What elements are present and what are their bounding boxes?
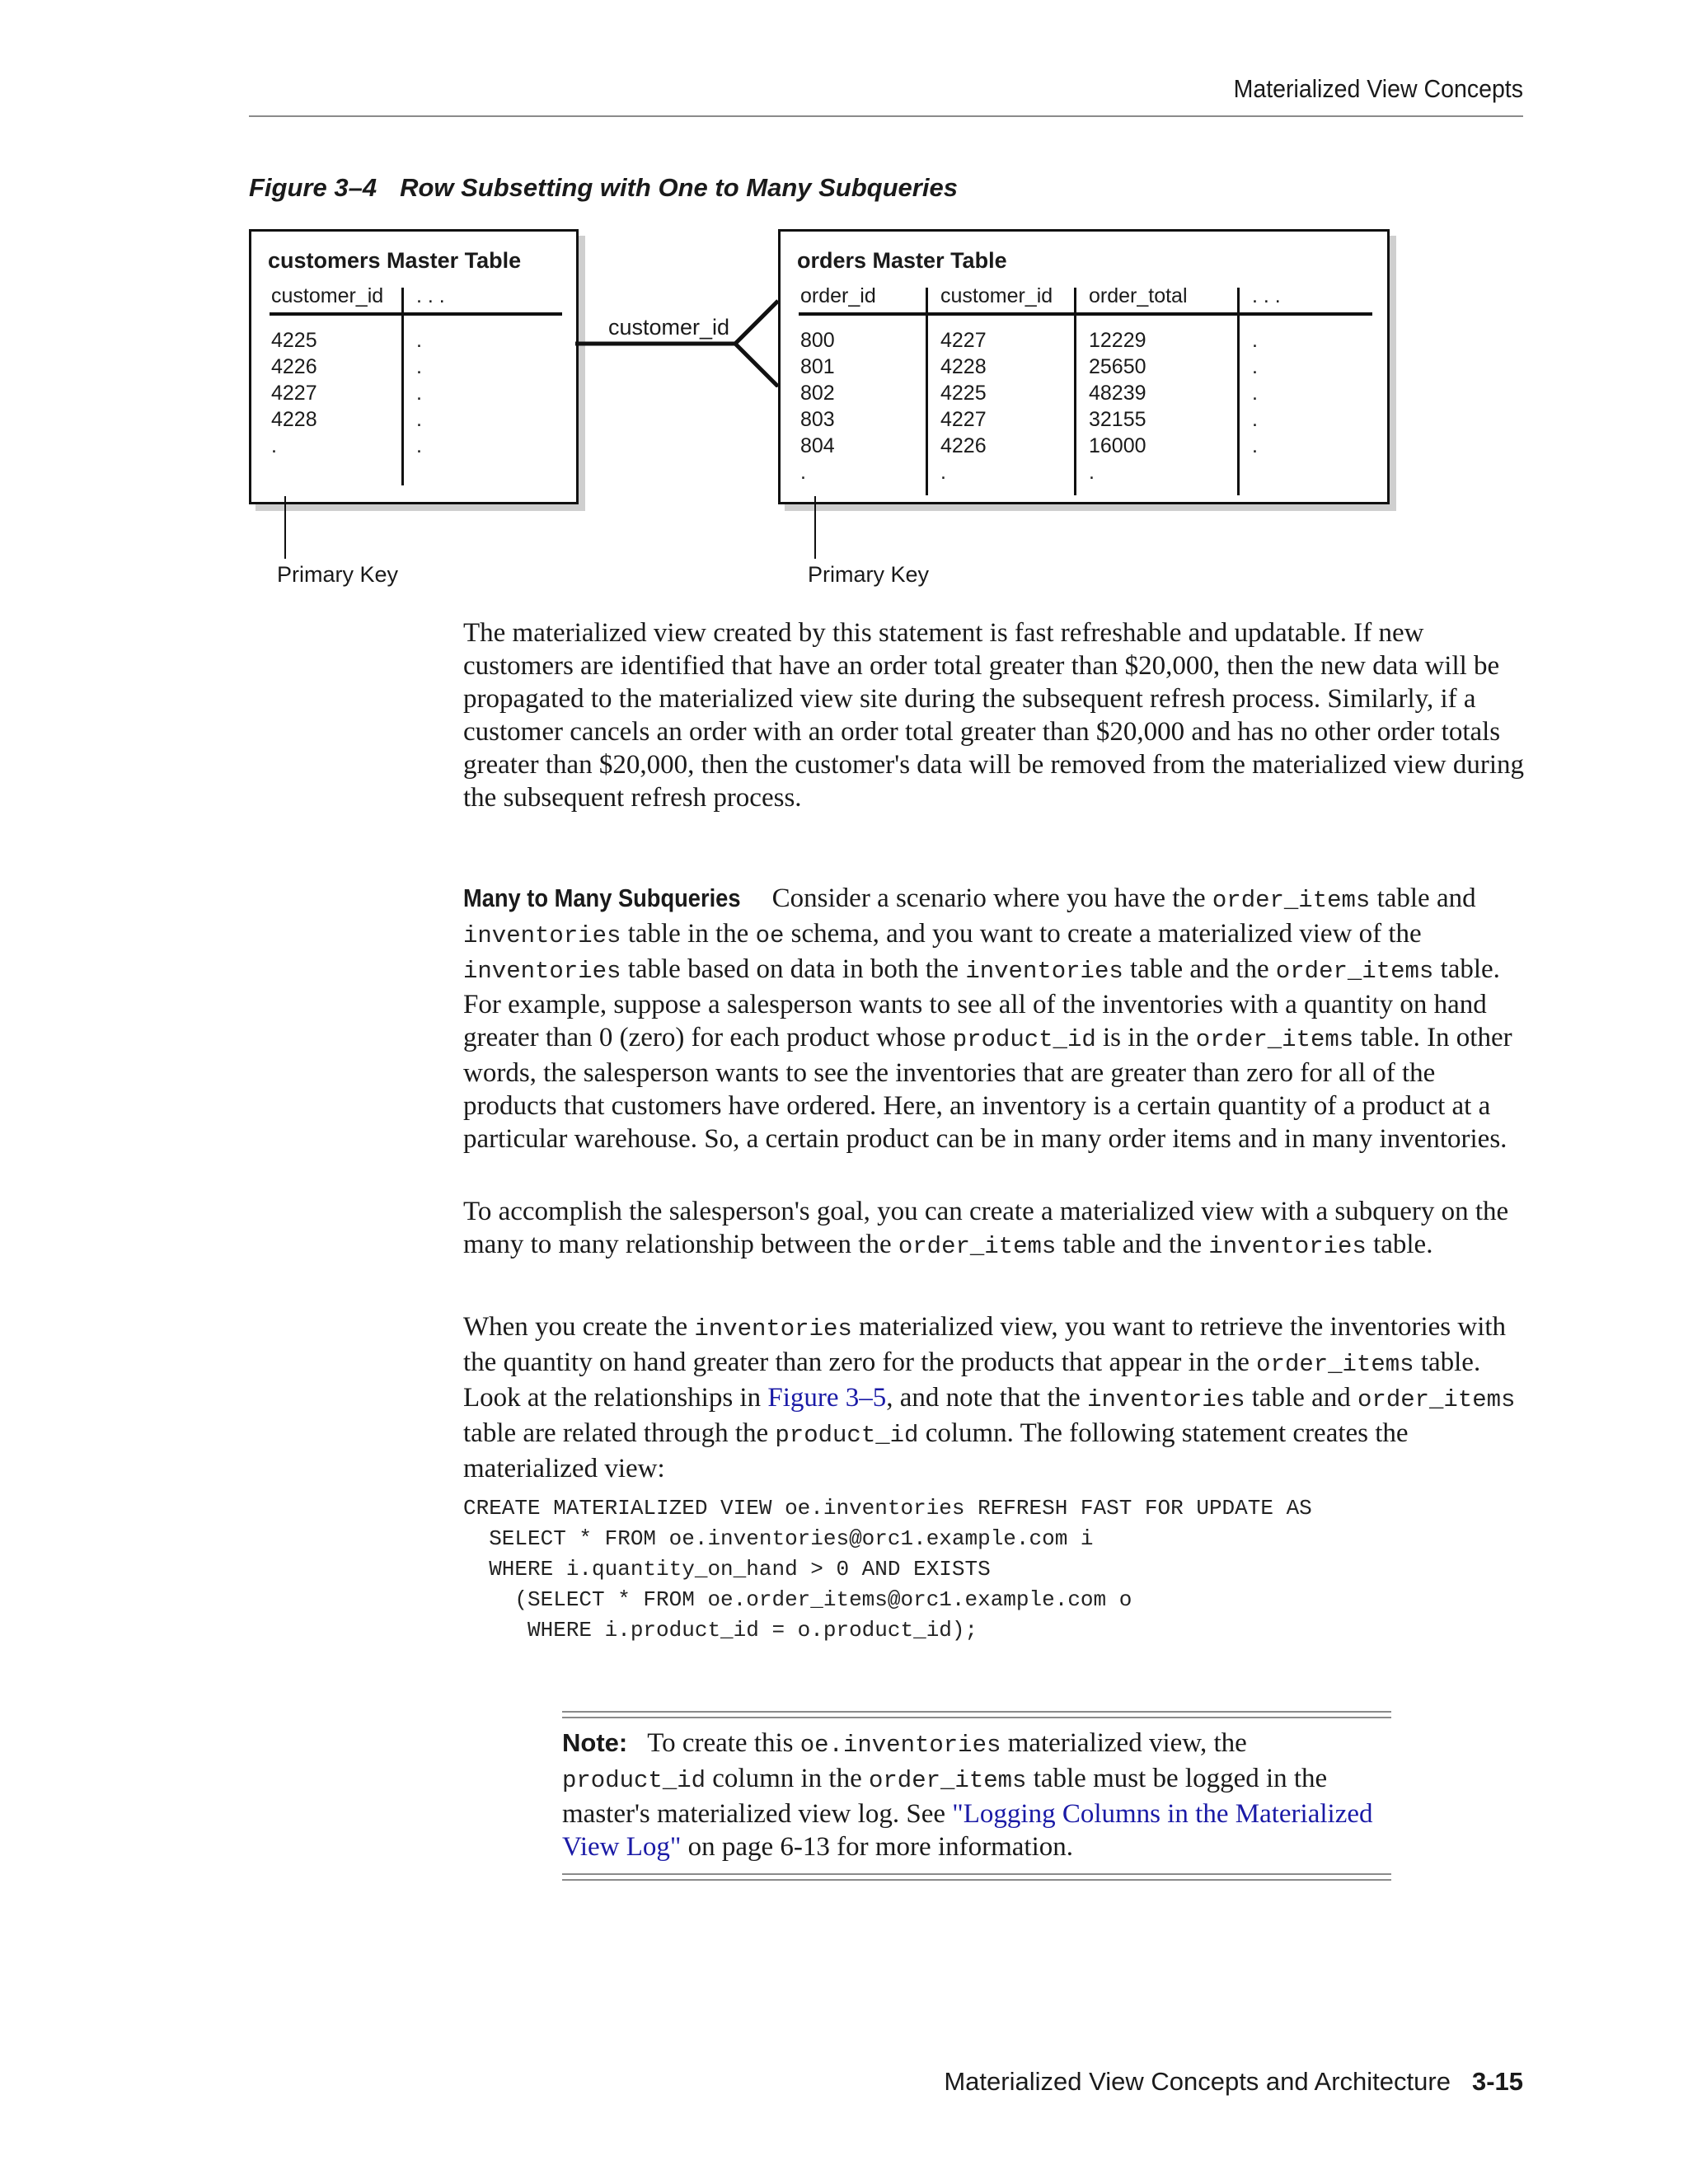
- table-row: 801: [800, 355, 835, 378]
- figure-diagram: [247, 223, 1401, 602]
- orders-order-id-values: [800, 327, 835, 485]
- table-row: .: [1252, 382, 1258, 405]
- paragraph-3: To accomplish the salesperson's goal, you can create a materialized view with a subquery on the many to many relationship between the order_items table and the inventories table.: [463, 1197, 1509, 1260]
- inline-code: product_id: [952, 1026, 1096, 1053]
- table-row: 48239: [1089, 382, 1146, 405]
- table-row: .: [800, 461, 806, 484]
- table-row: .: [1252, 329, 1258, 352]
- figure-3-5-link[interactable]: Figure 3–5: [767, 1383, 887, 1413]
- inline-code: inventories: [694, 1315, 852, 1343]
- inline-code: product_id: [562, 1767, 706, 1794]
- table-row: 4225: [940, 382, 987, 405]
- note-bottom-rule-2: [562, 1879, 1391, 1881]
- table-row: .: [416, 329, 422, 352]
- orders-header-rule: [799, 312, 1372, 316]
- customers-more-values: [416, 327, 422, 459]
- table-row: 4228: [271, 408, 317, 431]
- customers-table: [249, 229, 579, 504]
- primary-key-line-customers: [284, 496, 286, 559]
- inline-code: inventories: [463, 958, 621, 985]
- table-row: .: [1089, 461, 1095, 484]
- inline-code: order_items: [1212, 887, 1371, 914]
- orders-col-more: . . .: [1252, 284, 1281, 307]
- crows-foot-top: [735, 301, 778, 344]
- table-row: 4227: [940, 329, 987, 352]
- inline-code: order_items: [898, 1233, 1057, 1260]
- footer-title: Materialized View Concepts and Architecture: [944, 2067, 1451, 2096]
- inline-code: inventories: [463, 922, 621, 949]
- orders-more-values: [1252, 327, 1258, 459]
- header-rule: [249, 115, 1523, 117]
- run-in-heading: Many to Many Subqueries: [463, 883, 741, 912]
- page-footer: [944, 2067, 1523, 2097]
- table-row: 16000: [1089, 434, 1146, 457]
- note: Note: To create this oe.inventories materialized view, the product_id column in the order_items table must be logged in the master's materialized view log. See "Logging Columns in the Materialized View Log" on page 6-13 for more information.: [562, 1728, 1373, 1862]
- table-row: .: [1252, 408, 1258, 431]
- crows-foot-bottom: [735, 344, 778, 387]
- note-top-rule: [562, 1711, 1391, 1713]
- orders-order-total-values: [1089, 327, 1146, 485]
- customers-col-more: . . .: [416, 284, 445, 307]
- orders-col-order-id: order_id: [800, 284, 876, 307]
- table-row: 804: [800, 434, 835, 457]
- inline-code: product_id: [775, 1422, 919, 1449]
- figure-label: Figure 3–4: [249, 173, 377, 202]
- inline-code: oe.inventories: [799, 1732, 1001, 1759]
- orders-col-divider-3: [1237, 288, 1240, 495]
- primary-key-line-orders: [814, 496, 816, 559]
- table-row: .: [271, 434, 277, 457]
- orders-table: [778, 229, 1390, 504]
- inline-code: order_items: [1195, 1026, 1354, 1053]
- inline-code: order_items: [869, 1767, 1027, 1794]
- table-row: 4226: [940, 434, 987, 457]
- inline-code: oe: [755, 922, 785, 949]
- relationship-label: customer_id: [608, 315, 730, 340]
- table-row: 25650: [1089, 355, 1146, 378]
- table-row: .: [416, 408, 422, 431]
- paragraph-many-to-many: Many to Many Subqueries Consider a scenario where you have the order_items table and inventories table in the oe schema, and you want to create a materialized view of the inventories table based on data in both the inventories table and the order_items table. For example, suppose a salesperson wants to see all of the inventories with a quantity on hand greater than 0 (zero) for each product whose product_id is in the order_items table. In other words, the salesperson wants to see the inventories that are greater than zero for all of the products that customers have ordered. Here, an inventory is a certain quantity of a product at a particular warehouse. So, a certain product can be in many order items and in many inventories.: [463, 883, 1512, 1154]
- orders-table-title: orders Master Table: [797, 248, 1007, 273]
- table-row: .: [1252, 355, 1258, 378]
- customers-col-customer-id: customer_id: [271, 284, 384, 307]
- paragraph-1: The materialized view created by this statement is fast refreshable and updatable. If new customers are identified that have an order total greater than $20,000, then the new data will be propagated to the materialized view site during the subsequent refresh process. Similarly, if a customer cancels an order with an order total greater than $20,000 and has no other order totals greater than $20,000, then the customer's data will be removed from the materialized view during the subsequent refresh process.: [463, 618, 1525, 813]
- inline-code: inventories: [1087, 1386, 1245, 1413]
- table-row: 4227: [940, 408, 987, 431]
- table-row: 4227: [271, 382, 317, 405]
- inline-code: order_items: [1357, 1386, 1516, 1413]
- page-number: 3-15: [1471, 2067, 1523, 2096]
- note-bottom-rule: [562, 1873, 1391, 1875]
- customers-id-values: [271, 327, 317, 459]
- figure-caption: [249, 173, 958, 203]
- table-row: .: [416, 434, 422, 457]
- primary-key-label-orders: Primary Key: [808, 562, 930, 587]
- orders-col-customer-id: customer_id: [940, 284, 1053, 307]
- table-row: .: [416, 355, 422, 378]
- paragraph-4: When you create the inventories materialized view, you want to retrieve the inventories with the quantity on hand greater than zero for the products that appear in the order_items table. Look at the relationships in Figure 3–5, and note that the inventories table and order_items table are related through the product_id column. The following statement creates the materialized view:: [463, 1312, 1516, 1483]
- note-label: Note:: [562, 1728, 628, 1757]
- orders-customer-id-values: [940, 327, 987, 485]
- table-row: 802: [800, 382, 835, 405]
- orders-col-divider-2: [1074, 288, 1076, 495]
- primary-key-label-customers: Primary Key: [277, 562, 399, 587]
- inline-code: inventories: [965, 958, 1123, 985]
- code-example: CREATE MATERIALIZED VIEW oe.inventories REFRESH FAST FOR UPDATE AS SELECT * FROM oe.inventories@orc1.example.com i WHERE i.quantity_on_hand > 0 AND EXISTS (SELECT * FROM oe.order_items@orc1.example.com o WHERE i.product_id = o.product_id);: [463, 1496, 1312, 1643]
- running-header: Materialized View Concepts: [1233, 74, 1523, 103]
- table-row: 4225: [271, 329, 317, 352]
- table-row: 32155: [1089, 408, 1146, 431]
- table-row: 803: [800, 408, 835, 431]
- table-row: 4228: [940, 355, 987, 378]
- table-row: .: [940, 461, 946, 484]
- customers-table-title: customers Master Table: [268, 248, 522, 273]
- logging-columns-link[interactable]: "Logging Columns in the Materialized View Log": [562, 1799, 1373, 1862]
- inline-code: order_items: [1275, 958, 1434, 985]
- table-row: .: [1252, 434, 1258, 457]
- inline-code: inventories: [1208, 1233, 1367, 1260]
- orders-col-order-total: order_total: [1089, 284, 1188, 307]
- table-row: 4226: [271, 355, 317, 378]
- inline-code: order_items: [1256, 1351, 1414, 1378]
- customers-col-divider: [401, 288, 404, 485]
- note-top-rule-2: [562, 1717, 1391, 1718]
- table-row: 800: [800, 329, 835, 352]
- customers-header-rule: [270, 312, 562, 316]
- table-row: 12229: [1089, 329, 1146, 352]
- orders-col-divider-1: [926, 288, 928, 495]
- figure-title: Row Subsetting with One to Many Subqueries: [400, 173, 958, 202]
- table-row: .: [416, 382, 422, 405]
